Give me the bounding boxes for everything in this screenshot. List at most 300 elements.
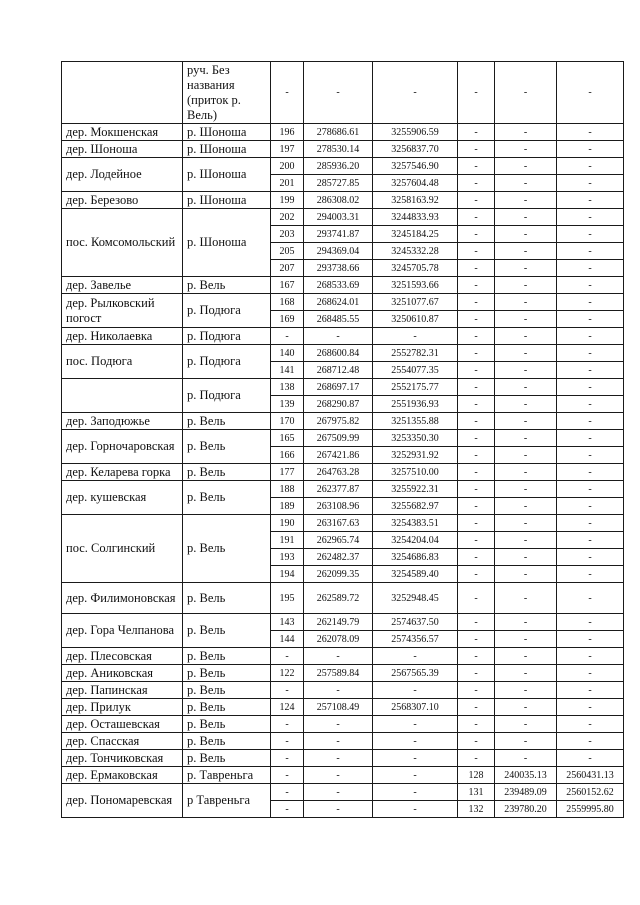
x-coordinate-cell: 268485.55: [304, 311, 373, 328]
settlement-cell: дер. Лодейное: [62, 158, 183, 192]
second-point-number-cell: -: [458, 648, 495, 665]
second-y-coordinate-cell: -: [557, 328, 624, 345]
table-body: [62, 62, 624, 818]
second-x-coordinate-cell: -: [495, 277, 557, 294]
river-cell: р. Вель: [183, 430, 271, 464]
settlement-cell: [62, 62, 183, 124]
settlement-cell: дер. Осташевская: [62, 716, 183, 733]
second-y-coordinate-cell: -: [557, 699, 624, 716]
second-x-coordinate-cell: -: [495, 481, 557, 498]
y-coordinate-cell: -: [373, 328, 458, 345]
y-coordinate-cell: 2552175.77: [373, 379, 458, 396]
x-coordinate-cell: 268712.48: [304, 362, 373, 379]
river-cell: р. Шоноша: [183, 141, 271, 158]
y-coordinate-cell: 2568307.10: [373, 699, 458, 716]
second-point-number-cell: -: [458, 141, 495, 158]
second-point-number-cell: -: [458, 396, 495, 413]
table-row: [62, 141, 624, 158]
settlement-cell: дер. кушевская: [62, 481, 183, 515]
river-cell: р. Подюга: [183, 328, 271, 345]
x-coordinate-cell: 268600.84: [304, 345, 373, 362]
point-number-cell: -: [271, 750, 304, 767]
point-number-cell: 167: [271, 277, 304, 294]
second-point-number-cell: -: [458, 311, 495, 328]
second-point-number-cell: -: [458, 209, 495, 226]
river-cell: р. Вель: [183, 716, 271, 733]
second-y-coordinate-cell: -: [557, 345, 624, 362]
second-y-coordinate-cell: -: [557, 532, 624, 549]
second-y-coordinate-cell: -: [557, 192, 624, 209]
second-y-coordinate-cell: -: [557, 566, 624, 583]
x-coordinate-cell: 262377.87: [304, 481, 373, 498]
x-coordinate-cell: 262589.72: [304, 583, 373, 614]
point-number-cell: 177: [271, 464, 304, 481]
second-y-coordinate-cell: -: [557, 175, 624, 192]
second-y-coordinate-cell: -: [557, 447, 624, 464]
second-x-coordinate-cell: -: [495, 665, 557, 682]
second-x-coordinate-cell: -: [495, 379, 557, 396]
x-coordinate-cell: 285727.85: [304, 175, 373, 192]
second-x-coordinate-cell: -: [495, 733, 557, 750]
point-number-cell: 140: [271, 345, 304, 362]
second-x-coordinate-cell: -: [495, 631, 557, 648]
point-number-cell: 122: [271, 665, 304, 682]
x-coordinate-cell: 278686.61: [304, 124, 373, 141]
second-y-coordinate-cell: -: [557, 515, 624, 532]
river-cell: р. Вель: [183, 515, 271, 583]
point-number-cell: 197: [271, 141, 304, 158]
river-cell: р. Подюга: [183, 379, 271, 413]
table-row: [62, 209, 624, 226]
second-y-coordinate-cell: -: [557, 716, 624, 733]
second-x-coordinate-cell: -: [495, 699, 557, 716]
second-x-coordinate-cell: -: [495, 532, 557, 549]
x-coordinate-cell: 262965.74: [304, 532, 373, 549]
point-number-cell: 191: [271, 532, 304, 549]
y-coordinate-cell: 3257510.00: [373, 464, 458, 481]
river-cell: р. Вель: [183, 614, 271, 648]
second-point-number-cell: -: [458, 716, 495, 733]
x-coordinate-cell: 263108.96: [304, 498, 373, 515]
second-y-coordinate-cell: -: [557, 648, 624, 665]
x-coordinate-cell: -: [304, 801, 373, 818]
x-coordinate-cell: 294003.31: [304, 209, 373, 226]
second-x-coordinate-cell: -: [495, 750, 557, 767]
second-y-coordinate-cell: 2560431.13: [557, 767, 624, 784]
table-row: [62, 277, 624, 294]
x-coordinate-cell: -: [304, 648, 373, 665]
settlement-cell: дер. Прилук: [62, 699, 183, 716]
second-point-number-cell: -: [458, 515, 495, 532]
y-coordinate-cell: 3254383.51: [373, 515, 458, 532]
river-cell: р. Подюга: [183, 294, 271, 328]
settlement-cell: пос. Солгинский: [62, 515, 183, 583]
river-cell: р. Шоноша: [183, 192, 271, 209]
y-coordinate-cell: 2554077.35: [373, 362, 458, 379]
settlement-cell: дер. Тончиковская: [62, 750, 183, 767]
second-point-number-cell: -: [458, 481, 495, 498]
second-x-coordinate-cell: -: [495, 515, 557, 532]
x-coordinate-cell: 267975.82: [304, 413, 373, 430]
second-x-coordinate-cell: -: [495, 260, 557, 277]
point-number-cell: 139: [271, 396, 304, 413]
x-coordinate-cell: -: [304, 767, 373, 784]
table-row: [62, 464, 624, 481]
second-point-number-cell: -: [458, 614, 495, 631]
second-y-coordinate-cell: -: [557, 682, 624, 699]
second-x-coordinate-cell: -: [495, 566, 557, 583]
settlement-cell: дер. Филимоновская: [62, 583, 183, 614]
second-y-coordinate-cell: -: [557, 665, 624, 682]
y-coordinate-cell: 3257604.48: [373, 175, 458, 192]
x-coordinate-cell: 267509.99: [304, 430, 373, 447]
point-number-cell: -: [271, 801, 304, 818]
settlement-cell: дер. Папинская: [62, 682, 183, 699]
second-point-number-cell: -: [458, 682, 495, 699]
second-point-number-cell: -: [458, 583, 495, 614]
river-cell: р. Вель: [183, 665, 271, 682]
river-cell: руч. Без названия (приток р. Вель): [183, 62, 271, 124]
second-x-coordinate-cell: -: [495, 648, 557, 665]
settlement-cell: пос. Комсомольский: [62, 209, 183, 277]
table-row: [62, 328, 624, 345]
second-point-number-cell: -: [458, 750, 495, 767]
x-coordinate-cell: 268290.87: [304, 396, 373, 413]
y-coordinate-cell: 3254589.40: [373, 566, 458, 583]
point-number-cell: 200: [271, 158, 304, 175]
second-x-coordinate-cell: -: [495, 62, 557, 124]
second-x-coordinate-cell: -: [495, 583, 557, 614]
x-coordinate-cell: -: [304, 716, 373, 733]
table-row: [62, 733, 624, 750]
second-y-coordinate-cell: -: [557, 277, 624, 294]
river-cell: р. Вель: [183, 648, 271, 665]
y-coordinate-cell: -: [373, 784, 458, 801]
y-coordinate-cell: 3255682.97: [373, 498, 458, 515]
river-cell: р. Шоноша: [183, 209, 271, 277]
y-coordinate-cell: -: [373, 682, 458, 699]
x-coordinate-cell: -: [304, 328, 373, 345]
table-row: [62, 767, 624, 784]
table-row: [62, 784, 624, 801]
point-number-cell: 199: [271, 192, 304, 209]
point-number-cell: 189: [271, 498, 304, 515]
point-number-cell: -: [271, 328, 304, 345]
second-point-number-cell: -: [458, 413, 495, 430]
second-y-coordinate-cell: -: [557, 362, 624, 379]
table-row: [62, 682, 624, 699]
y-coordinate-cell: 3253350.30: [373, 430, 458, 447]
second-y-coordinate-cell: -: [557, 62, 624, 124]
second-y-coordinate-cell: -: [557, 549, 624, 566]
second-x-coordinate-cell: -: [495, 614, 557, 631]
river-cell: р. Шоноша: [183, 158, 271, 192]
settlement-cell: пос. Подюга: [62, 345, 183, 379]
x-coordinate-cell: 293738.66: [304, 260, 373, 277]
table-row: [62, 345, 624, 362]
table-row: [62, 750, 624, 767]
second-x-coordinate-cell: 239780.20: [495, 801, 557, 818]
point-number-cell: -: [271, 62, 304, 124]
y-coordinate-cell: 3258163.92: [373, 192, 458, 209]
point-number-cell: 170: [271, 413, 304, 430]
x-coordinate-cell: 257589.84: [304, 665, 373, 682]
y-coordinate-cell: -: [373, 716, 458, 733]
settlement-cell: дер. Аниковская: [62, 665, 183, 682]
point-number-cell: 144: [271, 631, 304, 648]
second-x-coordinate-cell: -: [495, 413, 557, 430]
point-number-cell: 201: [271, 175, 304, 192]
x-coordinate-cell: 262099.35: [304, 566, 373, 583]
y-coordinate-cell: 3255922.31: [373, 481, 458, 498]
second-point-number-cell: -: [458, 498, 495, 515]
second-y-coordinate-cell: 2560152.62: [557, 784, 624, 801]
table-row: [62, 62, 624, 124]
point-number-cell: 138: [271, 379, 304, 396]
second-x-coordinate-cell: -: [495, 124, 557, 141]
second-x-coordinate-cell: -: [495, 243, 557, 260]
y-coordinate-cell: -: [373, 750, 458, 767]
second-point-number-cell: -: [458, 260, 495, 277]
second-point-number-cell: -: [458, 532, 495, 549]
second-point-number-cell: -: [458, 294, 495, 311]
river-cell: р. Вель: [183, 464, 271, 481]
x-coordinate-cell: 294369.04: [304, 243, 373, 260]
x-coordinate-cell: 267421.86: [304, 447, 373, 464]
settlement-cell: дер. Ермаковская: [62, 767, 183, 784]
y-coordinate-cell: -: [373, 801, 458, 818]
second-y-coordinate-cell: -: [557, 631, 624, 648]
river-cell: р. Шоноша: [183, 124, 271, 141]
second-x-coordinate-cell: -: [495, 294, 557, 311]
point-number-cell: 188: [271, 481, 304, 498]
y-coordinate-cell: 3257546.90: [373, 158, 458, 175]
second-x-coordinate-cell: -: [495, 464, 557, 481]
river-cell: р. Вель: [183, 682, 271, 699]
settlement-cell: дер. Шоноша: [62, 141, 183, 158]
settlement-cell: дер. Мокшенская: [62, 124, 183, 141]
second-x-coordinate-cell: -: [495, 716, 557, 733]
second-x-coordinate-cell: -: [495, 396, 557, 413]
table-row: [62, 192, 624, 209]
river-cell: р. Вель: [183, 481, 271, 515]
x-coordinate-cell: 262149.79: [304, 614, 373, 631]
point-number-cell: 168: [271, 294, 304, 311]
second-point-number-cell: -: [458, 226, 495, 243]
river-cell: р. Тавреньга: [183, 767, 271, 784]
second-y-coordinate-cell: 2559995.80: [557, 801, 624, 818]
y-coordinate-cell: -: [373, 767, 458, 784]
second-y-coordinate-cell: -: [557, 294, 624, 311]
x-coordinate-cell: 278530.14: [304, 141, 373, 158]
second-y-coordinate-cell: -: [557, 750, 624, 767]
table-row: [62, 379, 624, 396]
second-y-coordinate-cell: -: [557, 481, 624, 498]
second-x-coordinate-cell: -: [495, 447, 557, 464]
y-coordinate-cell: -: [373, 62, 458, 124]
point-number-cell: 143: [271, 614, 304, 631]
x-coordinate-cell: -: [304, 750, 373, 767]
second-point-number-cell: 128: [458, 767, 495, 784]
settlement-cell: дер. Николаевка: [62, 328, 183, 345]
second-x-coordinate-cell: -: [495, 311, 557, 328]
y-coordinate-cell: 2567565.39: [373, 665, 458, 682]
point-number-cell: 124: [271, 699, 304, 716]
river-cell: р. Вель: [183, 413, 271, 430]
table-row: [62, 614, 624, 631]
x-coordinate-cell: 268533.69: [304, 277, 373, 294]
second-x-coordinate-cell: -: [495, 362, 557, 379]
second-y-coordinate-cell: -: [557, 311, 624, 328]
point-number-cell: 193: [271, 549, 304, 566]
y-coordinate-cell: 3251593.66: [373, 277, 458, 294]
y-coordinate-cell: 3245705.78: [373, 260, 458, 277]
second-x-coordinate-cell: -: [495, 430, 557, 447]
settlement-cell: дер. Березово: [62, 192, 183, 209]
second-point-number-cell: -: [458, 447, 495, 464]
second-x-coordinate-cell: -: [495, 549, 557, 566]
y-coordinate-cell: 3244833.93: [373, 209, 458, 226]
settlement-cell: дер. Келарева горка: [62, 464, 183, 481]
table-row: [62, 294, 624, 311]
second-point-number-cell: -: [458, 192, 495, 209]
table-row: [62, 158, 624, 175]
second-y-coordinate-cell: -: [557, 226, 624, 243]
table-row: [62, 648, 624, 665]
settlement-cell: дер. Завелье: [62, 277, 183, 294]
second-x-coordinate-cell: -: [495, 158, 557, 175]
x-coordinate-cell: 285936.20: [304, 158, 373, 175]
second-x-coordinate-cell: 239489.09: [495, 784, 557, 801]
second-y-coordinate-cell: -: [557, 260, 624, 277]
x-coordinate-cell: 262482.37: [304, 549, 373, 566]
settlement-cell: дер. Горночаровская: [62, 430, 183, 464]
x-coordinate-cell: -: [304, 733, 373, 750]
second-x-coordinate-cell: -: [495, 209, 557, 226]
point-number-cell: -: [271, 733, 304, 750]
second-point-number-cell: -: [458, 430, 495, 447]
second-x-coordinate-cell: -: [495, 345, 557, 362]
second-point-number-cell: -: [458, 464, 495, 481]
point-number-cell: -: [271, 784, 304, 801]
second-point-number-cell: -: [458, 175, 495, 192]
second-point-number-cell: -: [458, 362, 495, 379]
x-coordinate-cell: 268624.01: [304, 294, 373, 311]
river-cell: р. Вель: [183, 699, 271, 716]
second-x-coordinate-cell: -: [495, 328, 557, 345]
settlement-cell: [62, 379, 183, 413]
y-coordinate-cell: -: [373, 733, 458, 750]
second-y-coordinate-cell: -: [557, 396, 624, 413]
settlements-coordinates-table: [61, 61, 624, 818]
table-row: [62, 430, 624, 447]
x-coordinate-cell: 293741.87: [304, 226, 373, 243]
x-coordinate-cell: 263167.63: [304, 515, 373, 532]
river-cell: р. Вель: [183, 733, 271, 750]
x-coordinate-cell: -: [304, 62, 373, 124]
y-coordinate-cell: 3256837.70: [373, 141, 458, 158]
y-coordinate-cell: 3250610.87: [373, 311, 458, 328]
river-cell: р. Вель: [183, 583, 271, 614]
point-number-cell: 196: [271, 124, 304, 141]
second-x-coordinate-cell: -: [495, 226, 557, 243]
y-coordinate-cell: 3254686.83: [373, 549, 458, 566]
second-x-coordinate-cell: -: [495, 141, 557, 158]
second-point-number-cell: 132: [458, 801, 495, 818]
second-point-number-cell: -: [458, 665, 495, 682]
second-point-number-cell: -: [458, 549, 495, 566]
second-y-coordinate-cell: -: [557, 614, 624, 631]
x-coordinate-cell: 268697.17: [304, 379, 373, 396]
settlement-cell: дер. Гора Челпанова: [62, 614, 183, 648]
table-row: [62, 583, 624, 614]
x-coordinate-cell: 286308.02: [304, 192, 373, 209]
point-number-cell: 169: [271, 311, 304, 328]
x-coordinate-cell: -: [304, 682, 373, 699]
second-y-coordinate-cell: -: [557, 243, 624, 260]
table-row: [62, 515, 624, 532]
point-number-cell: -: [271, 682, 304, 699]
point-number-cell: 202: [271, 209, 304, 226]
second-x-coordinate-cell: -: [495, 682, 557, 699]
second-point-number-cell: -: [458, 566, 495, 583]
river-cell: р Тавреньга: [183, 784, 271, 818]
table-row: [62, 413, 624, 430]
point-number-cell: 190: [271, 515, 304, 532]
second-y-coordinate-cell: -: [557, 498, 624, 515]
y-coordinate-cell: 2574356.57: [373, 631, 458, 648]
second-point-number-cell: -: [458, 699, 495, 716]
second-y-coordinate-cell: -: [557, 413, 624, 430]
y-coordinate-cell: 3245332.28: [373, 243, 458, 260]
point-number-cell: -: [271, 648, 304, 665]
river-cell: р. Вель: [183, 277, 271, 294]
point-number-cell: 203: [271, 226, 304, 243]
point-number-cell: 205: [271, 243, 304, 260]
table-row: [62, 699, 624, 716]
second-y-coordinate-cell: -: [557, 158, 624, 175]
table-row: [62, 124, 624, 141]
settlement-cell: дер. Плесовская: [62, 648, 183, 665]
second-point-number-cell: -: [458, 631, 495, 648]
point-number-cell: 194: [271, 566, 304, 583]
point-number-cell: 141: [271, 362, 304, 379]
table-row: [62, 716, 624, 733]
table-row: [62, 665, 624, 682]
point-number-cell: 165: [271, 430, 304, 447]
second-point-number-cell: -: [458, 328, 495, 345]
point-number-cell: -: [271, 767, 304, 784]
settlement-cell: дер. Заподюжье: [62, 413, 183, 430]
y-coordinate-cell: 3254204.04: [373, 532, 458, 549]
y-coordinate-cell: 3252931.92: [373, 447, 458, 464]
y-coordinate-cell: 3252948.45: [373, 583, 458, 614]
table-row: [62, 481, 624, 498]
second-x-coordinate-cell: 240035.13: [495, 767, 557, 784]
second-point-number-cell: -: [458, 158, 495, 175]
river-cell: р. Подюга: [183, 345, 271, 379]
x-coordinate-cell: -: [304, 784, 373, 801]
second-point-number-cell: -: [458, 345, 495, 362]
y-coordinate-cell: 3245184.25: [373, 226, 458, 243]
point-number-cell: 166: [271, 447, 304, 464]
second-point-number-cell: -: [458, 124, 495, 141]
y-coordinate-cell: 2552782.31: [373, 345, 458, 362]
second-point-number-cell: -: [458, 379, 495, 396]
settlement-cell: дер. Спасская: [62, 733, 183, 750]
second-y-coordinate-cell: -: [557, 141, 624, 158]
settlement-cell: дер. Пономаревская: [62, 784, 183, 818]
